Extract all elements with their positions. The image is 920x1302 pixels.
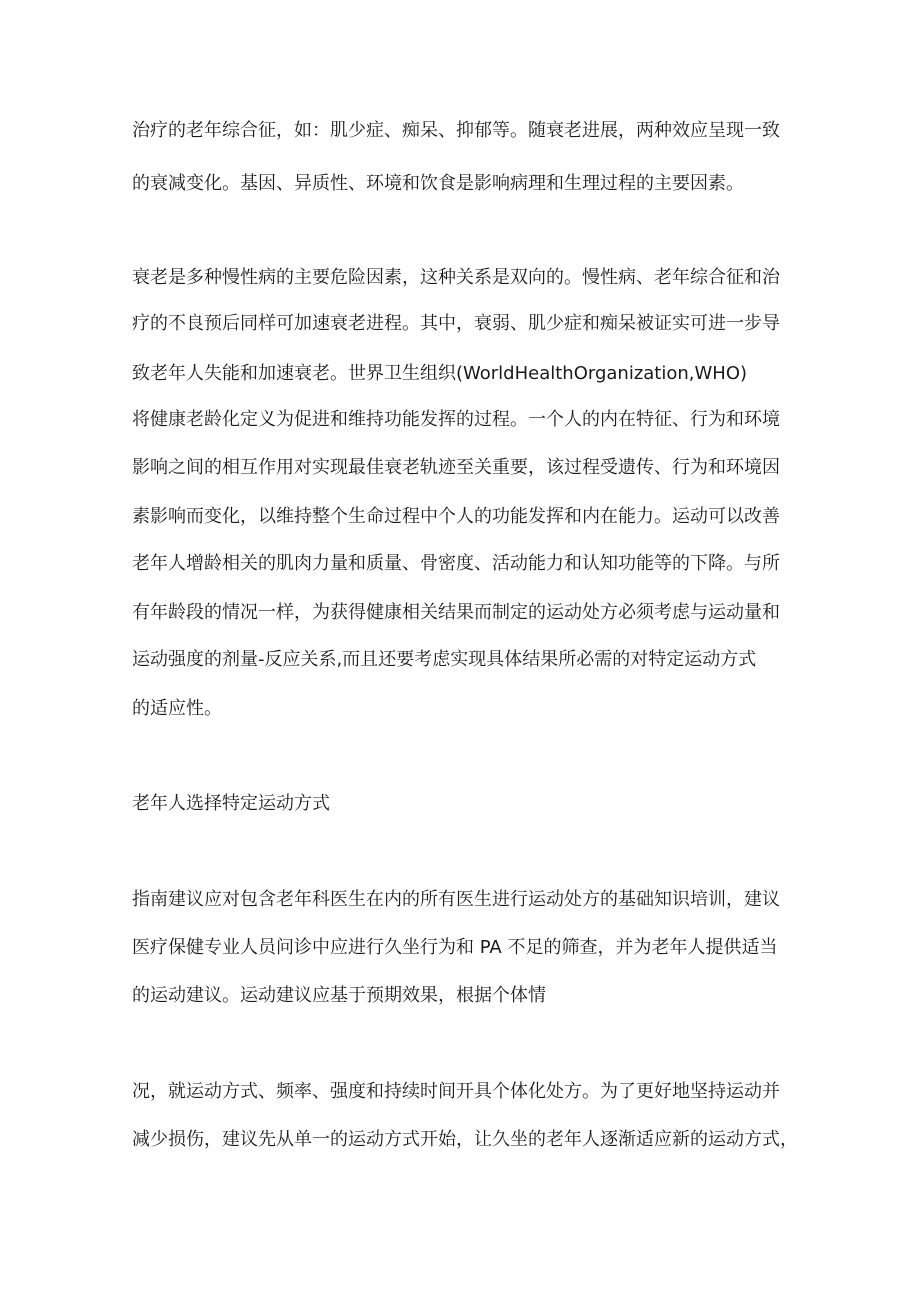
- text-line: 的衰减变化。基因、异质性、环境和饮食是影响病理和生理过程的主要因素。: [132, 173, 744, 194]
- text-line: 将健康老龄化定义为促进和维持功能发挥的过程。一个人的内在特征、行为和环境: [132, 409, 780, 430]
- text-line: 治疗的老年综合征，如：肌少症、痴呆、抑郁等。随衰老进展，两种效应呈现一致: [132, 120, 780, 141]
- text-line: 的适应性。: [132, 698, 222, 719]
- text-line: 疗的不良预后同样可加速衰老进程。其中，衰弱、肌少症和痴呆被证实可进一步导: [132, 313, 780, 334]
- text-line: 致老年人失能和加速衰老。世界卫生组织(WorldHealthOrganization,WHO): [132, 363, 748, 384]
- text-line: 减少损伤，建议先从单一的运动方式开始，让久坐的老年人逐渐适应新的运动方式，: [132, 1129, 798, 1150]
- text-line: 的运动建议。运动建议应基于预期效果，根据个体情: [132, 985, 546, 1006]
- text-line: 老年人增龄相关的肌肉力量和质量、骨密度、活动能力和认知功能等的下降。与所: [132, 553, 780, 574]
- text-line: 况，就运动方式、频率、强度和持续时间开具个体化处方。为了更好地坚持运动并: [132, 1081, 780, 1102]
- text-line: 医疗保健专业人员问诊中应进行久坐行为和 PA 不足的筛查，并为老年人提供适当: [132, 937, 778, 958]
- text-line: 有年龄段的情况一样，为获得健康相关结果而制定的运动处方必须考虑与运动量和: [132, 602, 780, 623]
- text-line: 影响之间的相互作用对实现最佳衰老轨迹至关重要，该过程受遗传、行为和环境因: [132, 457, 780, 478]
- text-line: 运动强度的剂量-反应关系,而且还要考虑实现具体结果所必需的对特定运动方式: [132, 649, 757, 670]
- section-heading-text: 老年人选择特定运动方式: [132, 793, 330, 814]
- text-line: 衰老是多种慢性病的主要危险因素，这种关系是双向的。慢性病、老年综合征和治: [132, 267, 780, 288]
- text-line: 素影响而变化，以维持整个生命过程中个人的功能发挥和内在能力。运动可以改善: [132, 506, 780, 527]
- text-line: 指南建议应对包含老年科医生在内的所有医生进行运动处方的基础知识培训，建议: [132, 889, 780, 910]
